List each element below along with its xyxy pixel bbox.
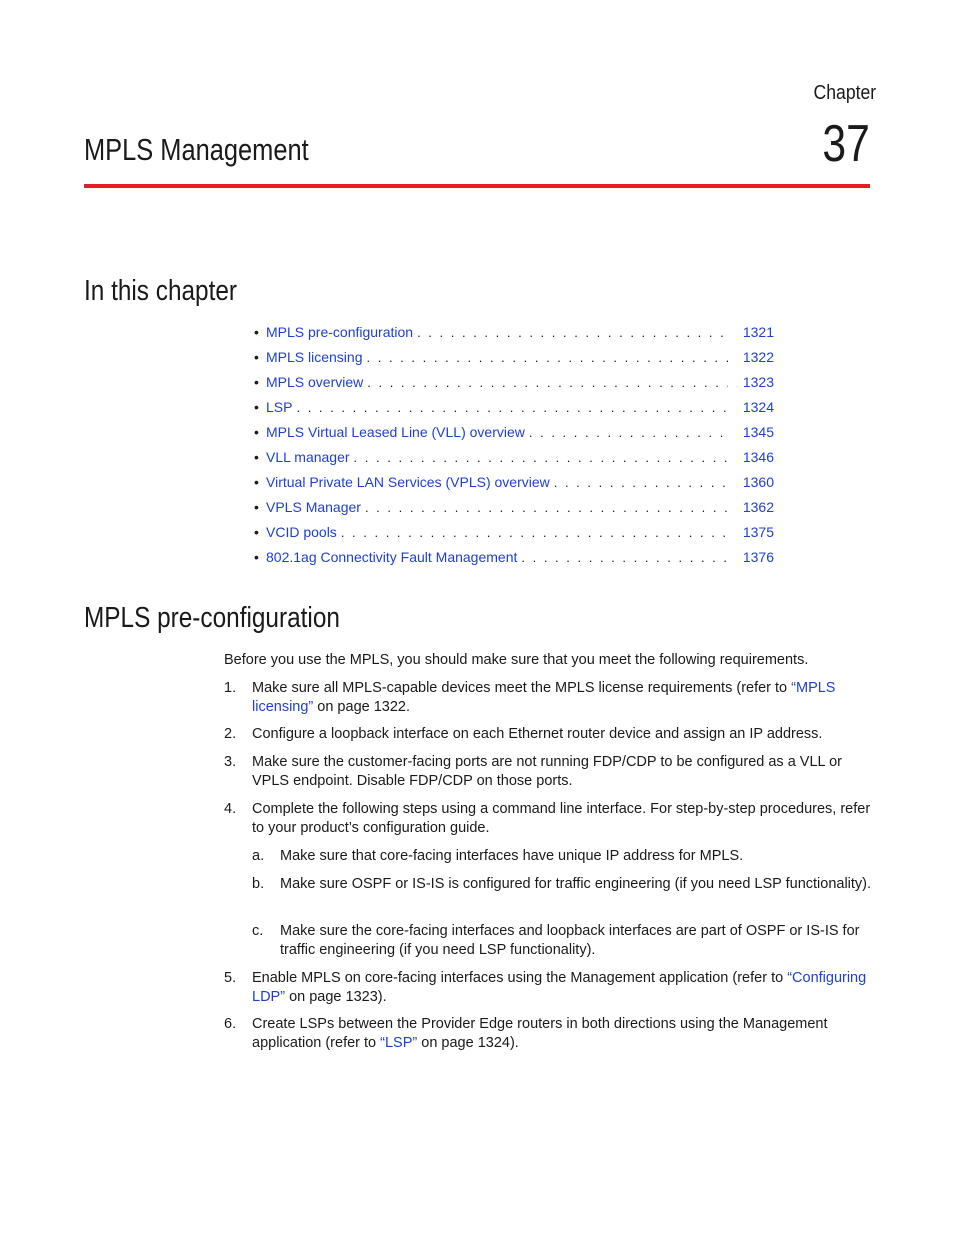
step-number: 5. [224,970,237,986]
toc-list [254,320,774,570]
toc-link[interactable]: LSP [266,399,293,415]
step-text-end: on page 1323). [285,989,387,1005]
step-number: 2. [224,726,237,742]
toc-item: • MPLS Virtual Leased Line (VLL) overview . . . 1345 [254,420,774,445]
mpls-licensing-link[interactable]: “MPLS licensing” [252,680,836,715]
toc-page-link[interactable]: 1345 [742,424,774,440]
toc-link[interactable]: VLL manager [266,449,350,465]
toc-link[interactable]: VCID pools [266,524,337,540]
toc-page-link[interactable]: 1376 [742,549,774,565]
toc-link[interactable]: VPLS Manager [266,499,361,515]
toc-item: • MPLS overview . . . 1323 [254,370,774,395]
substep-letter: c. [252,923,264,939]
substep-letter: a. [252,848,265,864]
toc-leader [341,520,728,545]
chapter-label: Chapter [813,82,876,104]
step-text: Complete the following steps using a command line interface. For step-by-step procedures, refer to your product’s configuration guide. [252,801,871,836]
title-rule [84,184,870,188]
toc-link[interactable]: 802.1ag Connectivity Fault Management [266,549,518,565]
chapter-title: MPLS Management [84,132,309,167]
toc-item: • MPLS licensing . . . 1322 [254,345,774,370]
toc-item: • VCID pools . . . 1375 [254,520,774,545]
toc-leader [296,395,728,420]
toc-leader [554,470,728,495]
step-text-end: on page 1324). [417,1035,519,1051]
toc-leader [367,345,729,370]
toc-item: • VPLS Manager . . . 1362 [254,495,774,520]
toc-link[interactable]: Virtual Private LAN Services (VPLS) overview [266,474,550,490]
toc-page-link[interactable]: 1322 [742,349,774,365]
toc-page-link[interactable]: 1375 [742,524,774,540]
toc-item: • 802.1ag Connectivity Fault Management . . . 1376 [254,545,774,570]
toc-page-link[interactable]: 1324 [742,399,774,415]
toc-leader [365,495,728,520]
step-text: Create LSPs between the Provider Edge routers in both directions using the Management application (refer to [252,1016,828,1051]
toc-leader [529,420,728,445]
toc-item: • Virtual Private LAN Services (VPLS) overview . . . 1360 [254,470,774,495]
section-intro: Before you use the MPLS, you should make sure that you meet the following requirements. [224,652,809,668]
section-heading: MPLS pre-configuration [84,602,340,634]
step-number: 6. [224,1016,237,1032]
toc-page-link[interactable]: 1321 [742,324,774,340]
toc-leader [417,320,728,345]
step-number: 1. [224,680,237,696]
configuring-ldp-link[interactable]: “Configuring LDP” [252,970,867,1005]
substep-text: Make sure OSPF or IS-IS is configured for traffic engineering (if you need LSP functionality). [280,876,872,892]
toc-page-link[interactable]: 1360 [742,474,774,490]
toc-item: • MPLS pre-configuration . . . 1321 [254,320,774,345]
step-text: Configure a loopback interface on each Ethernet router device and assign an IP address. [252,726,823,742]
substep-letter: b. [252,876,265,892]
step-text: Enable MPLS on core-facing interfaces using the Management application (refer to [252,970,788,986]
lsp-link[interactable]: “LSP” [380,1035,418,1051]
step-text: Make sure the customer-facing ports are not running FDP/CDP to be configured as a VLL or VPLS endpoint. Disable FDP/CDP on those ports. [252,754,842,789]
in-this-chapter-heading: In this chapter [84,275,238,307]
toc-page-link[interactable]: 1323 [742,374,774,390]
toc-leader [367,370,728,395]
substep-text: Make sure the core-facing interfaces and loopback interfaces are part of OSPF or IS-IS for traffic engineering (if you need LSP functionality). [280,923,860,958]
toc-link[interactable]: MPLS licensing [266,349,363,365]
step-text: Make sure all MPLS-capable devices meet the MPLS license requirements (refer to [252,680,792,696]
substep-text: Make sure that core-facing interfaces have unique IP address for MPLS. [280,848,744,864]
toc-page-link[interactable]: 1362 [742,499,774,515]
toc-leader [354,445,728,470]
toc-page-link[interactable]: 1346 [742,449,774,465]
toc-item: • VLL manager . . . 1346 [254,445,774,470]
chapter-number: 37 [822,115,870,173]
toc-link[interactable]: MPLS pre-configuration [266,324,414,340]
toc-item: • LSP . . . 1324 [254,395,774,420]
step-text-end: on page 1322. [313,699,411,715]
toc-leader [521,545,728,570]
toc-link[interactable]: MPLS overview [266,374,364,390]
step-number: 4. [224,801,237,817]
toc-link[interactable]: MPLS Virtual Leased Line (VLL) overview [266,424,525,440]
step-number: 3. [224,754,237,770]
